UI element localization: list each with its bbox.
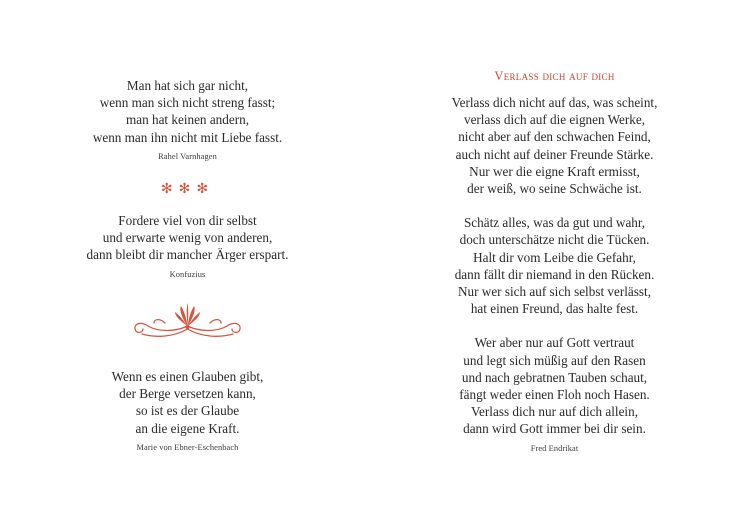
quote-line: so ist es der Glaube <box>135 403 240 419</box>
poem-line: Verlass dich nur auf dich allein, <box>471 404 638 420</box>
poem-line: dann wird Gott immer bei dir sein. <box>463 421 646 437</box>
quote-line: an die eigene Kraft. <box>135 420 240 436</box>
quote-line: Man hat sich gar nicht, <box>126 78 249 93</box>
quote-ebner-eschenbach <box>0 368 375 454</box>
quote-line: Fordere viel von dir selbst <box>118 213 257 228</box>
poem-line: der weiß, wo seine Schwäche ist. <box>467 181 642 197</box>
quote-author: Marie von Ebner-Eschenbach <box>136 442 239 452</box>
poem-title: Verlass dich auf dich <box>494 69 615 83</box>
quote-line: der Berge versetzen kann, <box>119 386 256 402</box>
quote-varnhagen <box>0 77 375 163</box>
poem-line: fängt weder einen Floh noch Hasen. <box>459 387 650 403</box>
poem-stanza <box>367 94 742 197</box>
quote-line: und erwarte wenig von anderen, <box>102 230 273 246</box>
quote-author: Konfuzius <box>169 269 206 279</box>
poem-author: Fred Endrikat <box>530 443 579 453</box>
quote-line: wenn man sich nicht streng fasst; <box>99 95 276 111</box>
quote-author: Rahel Varnhagen <box>158 151 217 161</box>
poem-line: hat einen Freund, das halte fest. <box>470 301 639 317</box>
poem-stanza <box>367 334 742 437</box>
quote-line: Wenn es einen Glauben gibt, <box>111 369 264 384</box>
divider-stars: ✻✻✻ <box>160 182 215 197</box>
poem-line: Verlass dich nicht auf das, was scheint, <box>451 95 658 110</box>
poem-line: Nur wer die eigne Kraft ermisst, <box>469 163 640 179</box>
poem-line: verlass dich auf die eignen Werke, <box>463 112 646 128</box>
poem-line: dann fällt dir niemand in den Rücken. <box>454 266 655 282</box>
poem-line: Wer aber nur auf Gott vertraut <box>474 335 635 351</box>
right-page <box>375 0 750 525</box>
quote-line: dann bleibt dir mancher Ärger erspart. <box>86 247 289 263</box>
poem-line: Nur wer sich auf sich selbst verlässt, <box>457 284 651 300</box>
quote-line: wenn man ihn nicht mit Liebe fasst. <box>92 129 283 145</box>
quote-line: man hat keinen andern, <box>125 112 250 128</box>
poem-line: auch nicht auf deiner Freunde Stärke. <box>455 146 654 162</box>
poem-line: und legt sich müßig auf den Rasen <box>463 352 646 368</box>
poem-line: doch unterschätze nicht die Tücken. <box>459 232 650 248</box>
poem-stanza <box>367 214 742 317</box>
poem <box>367 68 742 455</box>
poem-line: und nach gebratnen Tauben schaut, <box>461 369 648 385</box>
poem-line: Schätz alles, was da gut und wahr, <box>463 215 646 231</box>
poem-line: nicht aber auf den schwachen Feind, <box>458 129 651 145</box>
quote-konfuzius <box>0 212 375 281</box>
poem-line: Halt dir vom Leibe die Gefahr, <box>473 249 636 265</box>
flourish-ornament <box>130 302 245 342</box>
